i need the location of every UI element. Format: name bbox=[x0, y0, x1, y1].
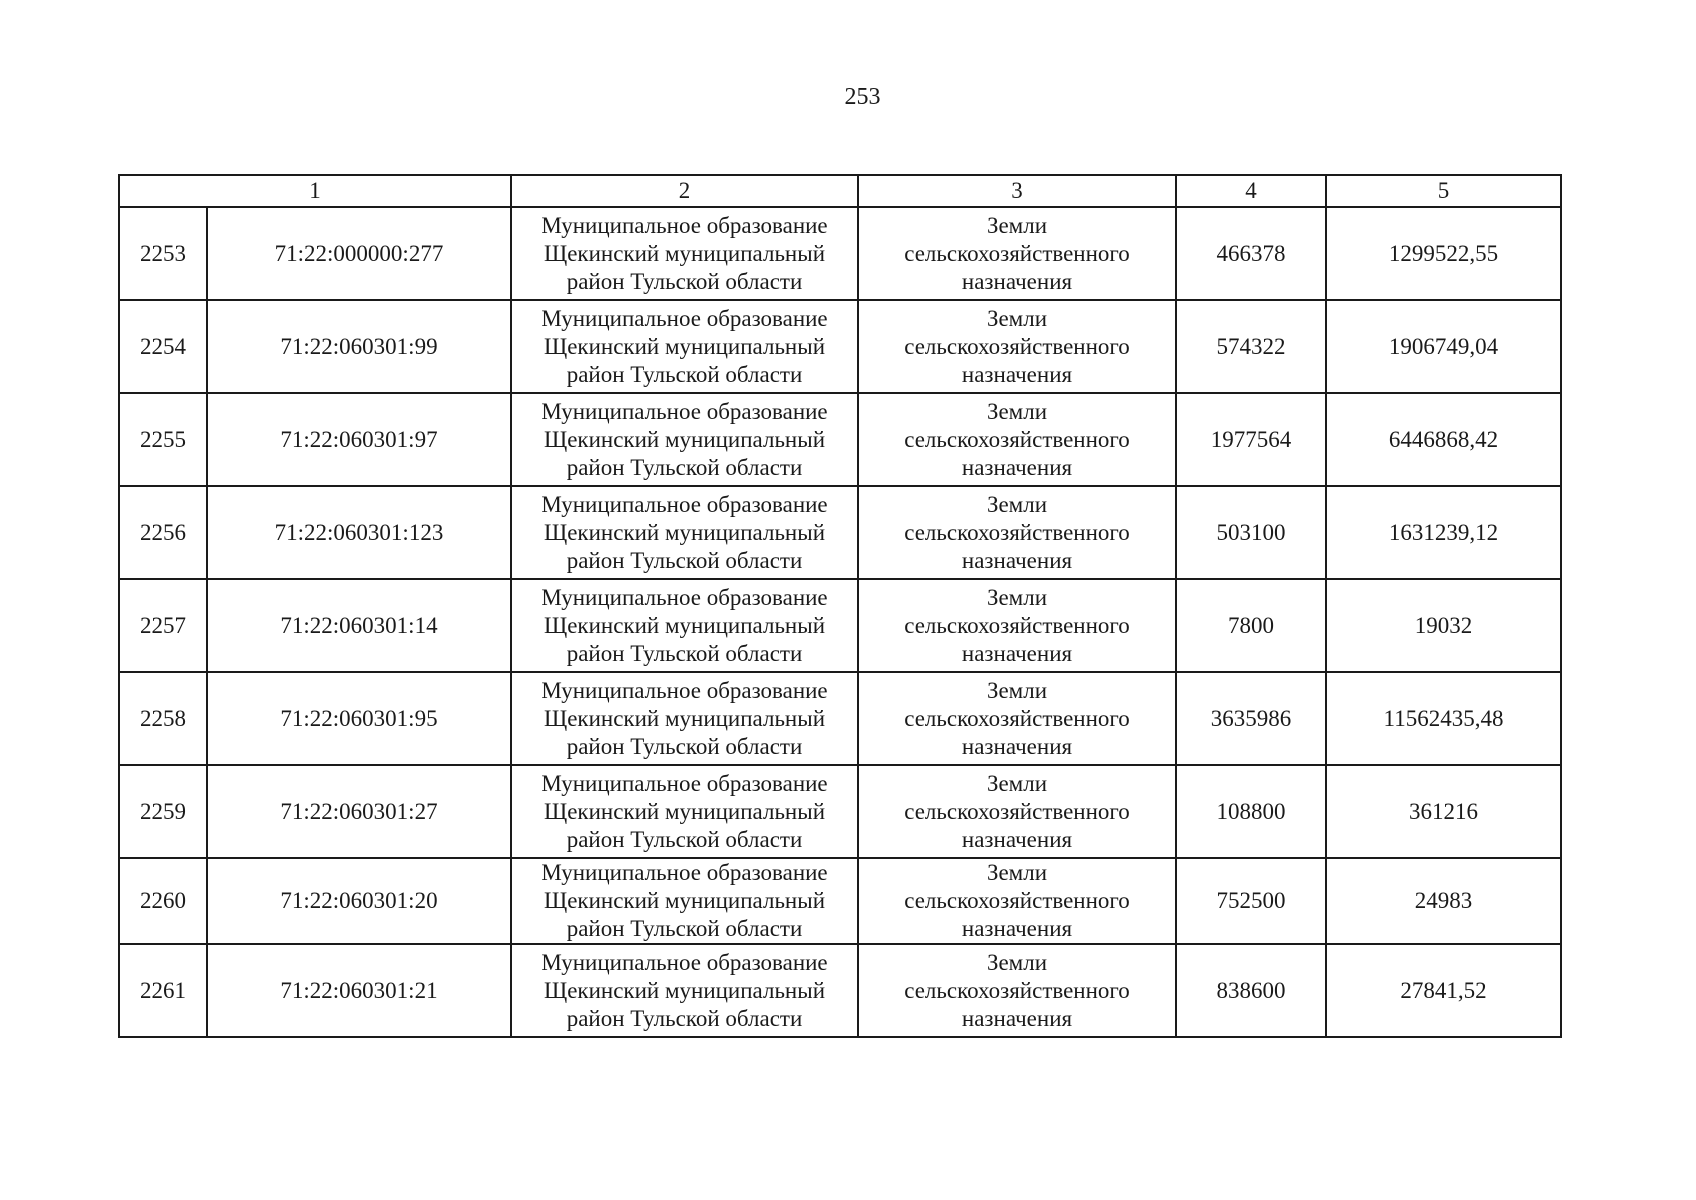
land-category-cell-line: назначения bbox=[961, 361, 1073, 387]
column-header-3: 3 bbox=[858, 175, 1176, 207]
land-category-cell bbox=[858, 765, 1176, 858]
land-category-cell-line: назначения bbox=[961, 547, 1073, 573]
owner-cell-line: район Тульской области bbox=[566, 1005, 803, 1031]
land-category-cell-line: сельскохозяйственного bbox=[904, 977, 1130, 1003]
owner-cell-line: Щекинский муниципальный bbox=[544, 333, 825, 359]
land-category-cell-line: Земли bbox=[986, 491, 1048, 517]
land-category-cell-line: Земли bbox=[986, 770, 1048, 796]
owner-cell-line: Щекинский муниципальный bbox=[544, 977, 825, 1003]
owner-cell-line: Муниципальное образование bbox=[541, 305, 828, 331]
owner-cell-line: Муниципальное образование bbox=[541, 584, 828, 610]
land-category-cell-line: Земли bbox=[986, 584, 1048, 610]
area-cell: 108800 bbox=[1176, 765, 1326, 858]
cadastral-value-cell: 1906749,04 bbox=[1326, 300, 1561, 393]
owner-cell-line: район Тульской области bbox=[566, 547, 803, 573]
column-header-4: 4 bbox=[1176, 175, 1326, 207]
owner-cell bbox=[511, 672, 858, 765]
land-category-cell-line: назначения bbox=[961, 826, 1073, 852]
land-category-cell-line: сельскохозяйственного bbox=[904, 798, 1130, 824]
land-category-cell-line: назначения bbox=[961, 640, 1073, 666]
row-number-cell: 2260 bbox=[119, 858, 207, 944]
land-category-cell bbox=[858, 672, 1176, 765]
owner-cell-line: Щекинский муниципальный bbox=[544, 240, 825, 266]
area-cell: 503100 bbox=[1176, 486, 1326, 579]
cadastral-value-cell: 11562435,48 bbox=[1326, 672, 1561, 765]
land-category-cell-line: назначения bbox=[961, 733, 1073, 759]
owner-cell bbox=[511, 207, 858, 300]
area-cell: 574322 bbox=[1176, 300, 1326, 393]
owner-cell bbox=[511, 300, 858, 393]
table-row bbox=[119, 944, 1561, 1037]
land-category-cell-line: сельскохозяйственного bbox=[904, 705, 1130, 731]
table-row bbox=[119, 393, 1561, 486]
cadastral-value-cell: 1631239,12 bbox=[1326, 486, 1561, 579]
table-row bbox=[119, 486, 1561, 579]
column-header-2: 2 bbox=[511, 175, 858, 207]
table-row bbox=[119, 765, 1561, 858]
owner-cell-line: район Тульской области bbox=[566, 454, 803, 480]
land-category-cell bbox=[858, 579, 1176, 672]
area-cell: 1977564 bbox=[1176, 393, 1326, 486]
land-category-cell-line: сельскохозяйственного bbox=[904, 888, 1130, 913]
area-cell: 752500 bbox=[1176, 858, 1326, 944]
cadastral-number-cell: 71:22:060301:21 bbox=[207, 944, 511, 1037]
owner-cell-line: Муниципальное образование bbox=[541, 949, 828, 975]
land-category-cell bbox=[858, 393, 1176, 486]
owner-cell bbox=[511, 579, 858, 672]
land-category-cell-line: Земли bbox=[986, 949, 1048, 975]
cadastral-number-cell: 71:22:060301:27 bbox=[207, 765, 511, 858]
row-number-cell: 2256 bbox=[119, 486, 207, 579]
land-category-cell-line: сельскохозяйственного bbox=[904, 333, 1130, 359]
table-row bbox=[119, 300, 1561, 393]
cadastral-value-cell: 27841,52 bbox=[1326, 944, 1561, 1037]
land-category-cell bbox=[858, 486, 1176, 579]
area-cell: 7800 bbox=[1176, 579, 1326, 672]
land-registry-table bbox=[118, 174, 1562, 1038]
land-category-cell bbox=[858, 300, 1176, 393]
cadastral-value-cell: 1299522,55 bbox=[1326, 207, 1561, 300]
row-number-cell: 2257 bbox=[119, 579, 207, 672]
land-category-cell-line: назначения bbox=[961, 916, 1073, 941]
owner-cell bbox=[511, 765, 858, 858]
owner-cell-line: Муниципальное образование bbox=[541, 212, 828, 238]
cadastral-value-cell: 6446868,42 bbox=[1326, 393, 1561, 486]
cadastral-value-cell: 24983 bbox=[1326, 858, 1561, 944]
land-category-cell-line: назначения bbox=[961, 268, 1073, 294]
row-number-cell: 2259 bbox=[119, 765, 207, 858]
owner-cell-line: Муниципальное образование bbox=[541, 491, 828, 517]
land-category-cell-line: Земли bbox=[986, 212, 1048, 238]
owner-cell-line: Щекинский муниципальный bbox=[544, 426, 825, 452]
table-row bbox=[119, 207, 1561, 300]
owner-cell-line: Щекинский муниципальный bbox=[544, 612, 825, 638]
owner-cell bbox=[511, 393, 858, 486]
column-header-5: 5 bbox=[1326, 175, 1561, 207]
cadastral-number-cell: 71:22:060301:97 bbox=[207, 393, 511, 486]
cadastral-number-cell: 71:22:060301:99 bbox=[207, 300, 511, 393]
land-category-cell-line: сельскохозяйственного bbox=[904, 612, 1130, 638]
owner-cell bbox=[511, 486, 858, 579]
cadastral-number-cell: 71:22:060301:123 bbox=[207, 486, 511, 579]
owner-cell-line: Щекинский муниципальный bbox=[544, 798, 825, 824]
land-category-cell-line: назначения bbox=[961, 1005, 1073, 1031]
owner-cell-line: Муниципальное образование bbox=[541, 398, 828, 424]
column-number-row bbox=[119, 175, 1561, 207]
owner-cell-line: Муниципальное образование bbox=[541, 860, 828, 885]
row-number-cell: 2253 bbox=[119, 207, 207, 300]
row-number-cell: 2255 bbox=[119, 393, 207, 486]
owner-cell-line: район Тульской области bbox=[566, 916, 803, 941]
column-header-1: 1 bbox=[119, 175, 511, 207]
cadastral-value-cell: 361216 bbox=[1326, 765, 1561, 858]
cadastral-value-cell: 19032 bbox=[1326, 579, 1561, 672]
owner-cell-line: Щекинский муниципальный bbox=[544, 705, 825, 731]
row-number-cell: 2261 bbox=[119, 944, 207, 1037]
area-cell: 838600 bbox=[1176, 944, 1326, 1037]
owner-cell-line: район Тульской области bbox=[566, 826, 803, 852]
owner-cell-line: район Тульской области bbox=[566, 640, 803, 666]
owner-cell-line: район Тульской области bbox=[566, 733, 803, 759]
land-category-cell-line: Земли bbox=[986, 398, 1048, 424]
owner-cell bbox=[511, 944, 858, 1037]
table-row bbox=[119, 672, 1561, 765]
owner-cell bbox=[511, 858, 858, 944]
owner-cell-line: Щекинский муниципальный bbox=[544, 519, 825, 545]
land-category-cell-line: Земли bbox=[986, 860, 1048, 885]
cadastral-number-cell: 71:22:060301:95 bbox=[207, 672, 511, 765]
land-category-cell-line: сельскохозяйственного bbox=[904, 240, 1130, 266]
land-category-cell-line: назначения bbox=[961, 454, 1073, 480]
owner-cell-line: Муниципальное образование bbox=[541, 677, 828, 703]
area-cell: 3635986 bbox=[1176, 672, 1326, 765]
land-category-cell-line: сельскохозяйственного bbox=[904, 519, 1130, 545]
cadastral-number-cell: 71:22:000000:277 bbox=[207, 207, 511, 300]
table-row bbox=[119, 579, 1561, 672]
cadastral-number-cell: 71:22:060301:20 bbox=[207, 858, 511, 944]
area-cell: 466378 bbox=[1176, 207, 1326, 300]
owner-cell-line: район Тульской области bbox=[566, 268, 803, 294]
owner-cell-line: Муниципальное образование bbox=[541, 770, 828, 796]
table-row bbox=[119, 858, 1561, 944]
land-category-cell bbox=[858, 207, 1176, 300]
row-number-cell: 2254 bbox=[119, 300, 207, 393]
land-category-cell bbox=[858, 944, 1176, 1037]
owner-cell-line: Щекинский муниципальный bbox=[544, 888, 825, 913]
land-category-cell-line: Земли bbox=[986, 677, 1048, 703]
land-category-cell-line: сельскохозяйственного bbox=[904, 426, 1130, 452]
owner-cell-line: район Тульской области bbox=[566, 361, 803, 387]
row-number-cell: 2258 bbox=[119, 672, 207, 765]
land-category-cell-line: Земли bbox=[986, 305, 1048, 331]
page-number: 253 bbox=[844, 84, 881, 110]
cadastral-number-cell: 71:22:060301:14 bbox=[207, 579, 511, 672]
land-category-cell bbox=[858, 858, 1176, 944]
